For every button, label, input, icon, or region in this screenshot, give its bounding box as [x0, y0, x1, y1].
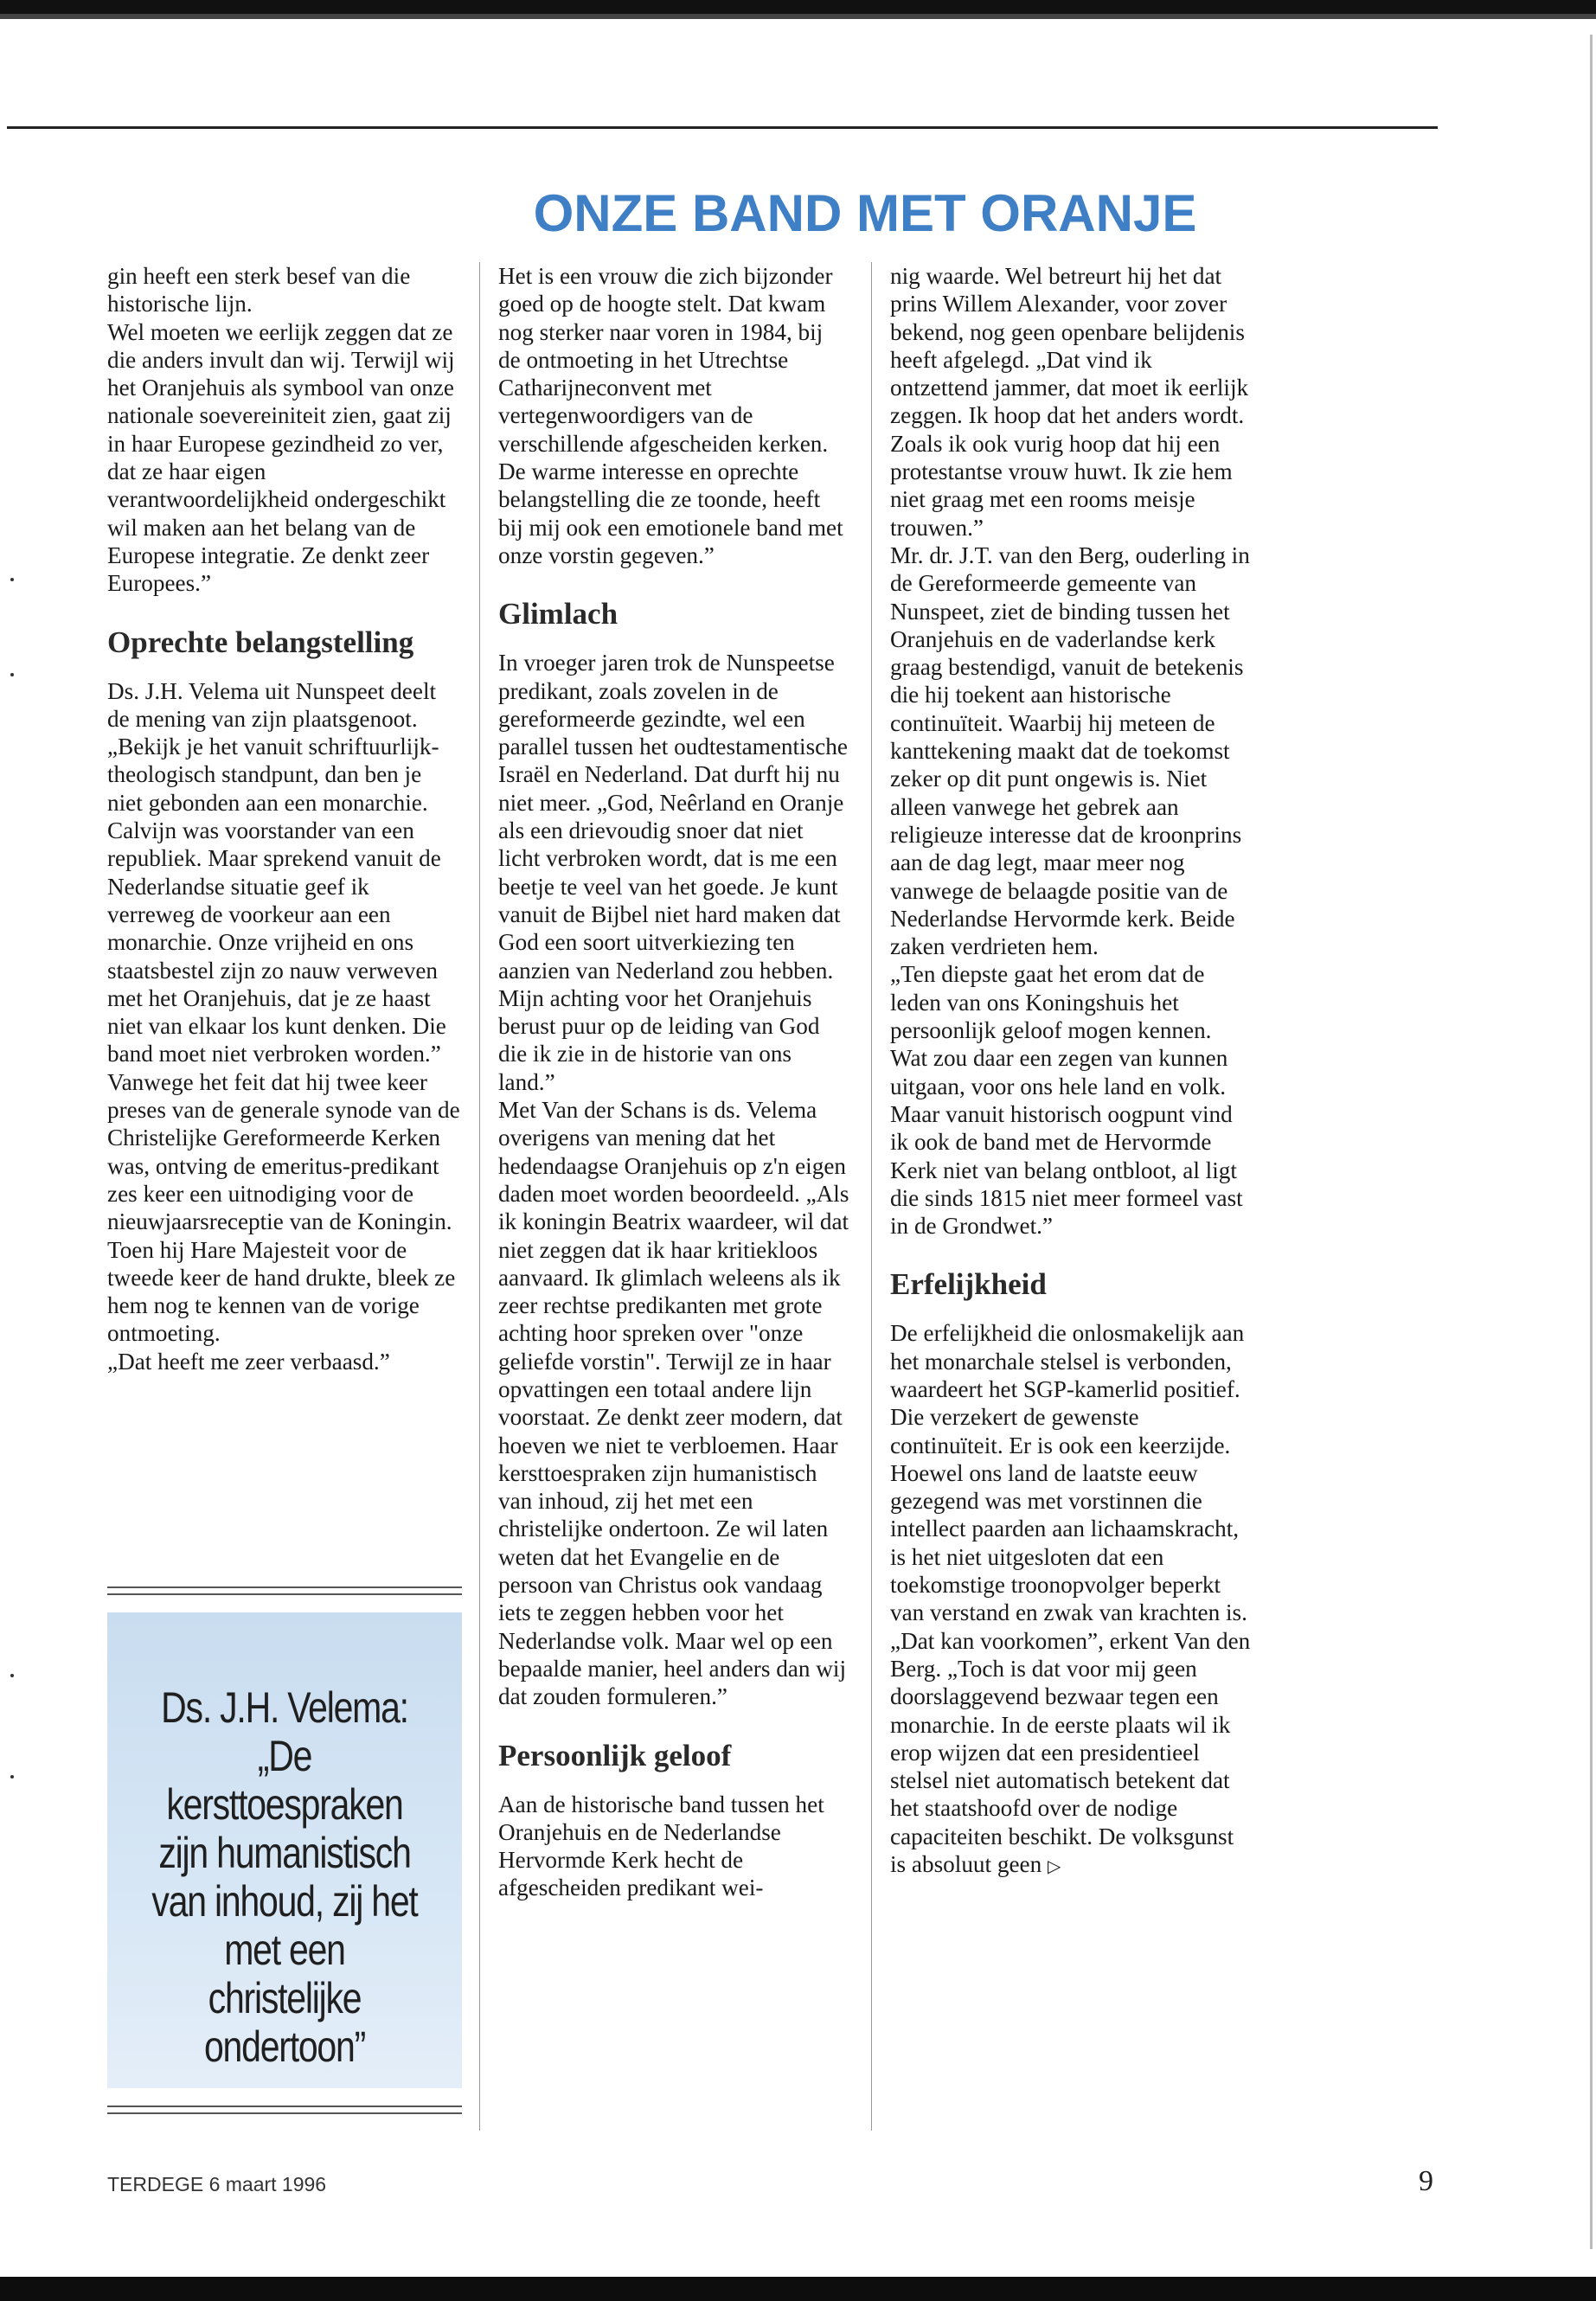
scan-border-bottom — [0, 2277, 1596, 2301]
paragraph: gin heeft een sterk besef van die historische lijn. — [107, 263, 411, 317]
scan-border-top-shadow — [0, 14, 1596, 19]
paragraph: Ds. J.H. Velema uit Nunspeet deelt de mening van zijn plaatsgenoot. „Bekijk je het vanuit schriftuurlijk-theologisch standpunt, dan ben je niet gebonden aan een monarchie. Calvijn was voorstander van een republiek. Maar sprekend vanuit de Nederlandse situatie geef ik verreweg de voorkeur aan een monarchie. Onze vrijheid en ons staatsbestel zijn zo nauw verweven met het Oranjehuis, dat je ze haast niet van elkaar los kunt denken. Die band moet niet verbroken worden.” — [107, 677, 446, 1067]
paragraph: Mr. dr. J.T. van den Berg, ouderling in de Gereformeerde gemeente van Nunspeet, ziet de binding tussen het Oranjehuis en de vaderlandse kerk graag bestendigd, vanuit de betekenis die hij toekent aan historische continuïteit. Waarbij hij meteen de kanttekening maakt dat de toekomst zeker op dit punt ongewis is. Niet alleen vanwege het gebrek aan religieuze interesse dat de kroonprins aan de dag legt, maar meer nog vanwege de belaagde positie van de Nederlandse Hervormde kerk. Beide zaken verdrieten hem. — [890, 542, 1250, 960]
paragraph: „Ten diepste gaat het erom dat de leden van ons Koningshuis het persoonlijk geloof mogen kennen. Wat zou daar een zegen van kunnen uitgaan, voor ons hele land en volk. Maar vanuit historisch oogpunt vind ik ook de band met de Hervormde Kerk niet van belang ontbloot, al ligt die sinds 1815 niet meer formeel vast in de Grondwet.” — [890, 961, 1243, 1240]
subheading-erfelijkheid: Erfelijkheid — [890, 1267, 1047, 1302]
publication-footer: TERDEGE 6 maart 1996 — [107, 2173, 327, 2195]
paragraph: „Dat heeft me zeer verbaasd.” — [107, 1348, 390, 1375]
scan-border-right — [1590, 35, 1593, 2249]
page-number: 9 — [1419, 2165, 1433, 2197]
scan-speck — [10, 578, 14, 581]
paragraph: De erfelijkheid die onlosmakelijk aan het monarchale stelsel is verbonden, waardeert het SGP-kamerlid positief. Die verzekert de gewenste continuïteit. Er is ook een keerzijde. Hoewel ons land de laatste eeuw gezegend was met vorstinnen die intellect paarden aan lichaamskracht, is het niet uitgesloten dat een toekomstige troonopvolger beperkt van verstand en zwak van krachten is. — [890, 1320, 1247, 1626]
header-rule — [7, 126, 1438, 129]
paragraph: Aan de historische band tussen het Oranjehuis en de Nederlandse Hervormde Kerk hecht de afgescheiden predikant wei- — [498, 1791, 824, 1901]
paragraph: In vroeger jaren trok de Nunspeetse predikant, zoals zovelen in de gereformeerde gezindte, wel een parallel tussen het oudtestamentische Israël en Nederland. Dat durft hij nu niet meer. „God, Neêrland en Oranje als een drievoudig snoer dat niet licht verbroken wordt, dat is me een beetje te veel van het goede. Je kunt vanuit de Bijbel niet hard maken dat God een soort uitverkiezing ten aanzien van Nederland zou hebben. Mijn achting voor het Oranjehuis berust puur op de leiding van God die ik zie in de historie van ons land.” — [498, 650, 848, 1095]
subheading-glimlach: Glimlach — [498, 597, 619, 631]
column-divider — [479, 262, 480, 2131]
article-column-2 — [498, 262, 849, 1902]
paragraph: Wel moeten we eerlijk zeggen dat ze die anders invult dan wij. Terwijl wij het Oranjehuis als symbool van onze nationale soevereiniteit zien, gaat zij in haar Europese gezindheid zo ver, dat ze haar eigen verantwoordelijkheid ondergeschikt wil maken aan het belang van de Europese integratie. Ze denkt zeer Europees.” — [107, 318, 455, 597]
scan-speck — [10, 1674, 14, 1677]
paragraph — [890, 1627, 1252, 1881]
quote-rule-bottom — [107, 2106, 462, 2107]
continue-arrow-icon: ▷ — [1047, 1856, 1061, 1877]
paragraph: nig waarde. Wel betreurt hij het dat prins Willem Alexander, voor zover bekend, nog geen openbare belijdenis heeft afgelegd. „Dat vind ik ontzettend jammer, dat moet ik eerlijk zeggen. Ik hoop dat het anders wordt. Zoals ik ook vurig hoop dat hij een protestantse vrouw huwt. Ik zie hem niet graag met een rooms meisje trouwen.” — [890, 263, 1249, 541]
pull-quote-text: Ds. J.H. Velema: „De kersttoespraken zijn humanistisch van inhoud, zij het met een christelijke ondertoon” — [151, 1683, 418, 2071]
article-column-1 — [107, 262, 462, 1375]
quote-rule-top — [107, 1586, 462, 1588]
subheading-oprechte-belangstelling: Oprechte belangstelling — [107, 625, 414, 659]
paragraph: Met Van der Schans is ds. Velema overigens van mening dat het hedendaagse Oranjehuis op z'n eigen daden moet worden beoordeeld. „Als ik koningin Beatrix waardeer, wil dat niet zeggen dat ik haar kritiekloos aanvaard. Ik glimlach weleens als ik zeer rechtse predikanten met grote achting hoor spreken over "onze geliefde vorstin". Terwijl ze in haar opvattingen een totaal andere lijn voorstaat. Ze denkt zeer modern, dat hoeven we niet te verbloemen. Haar kersttoespraken zijn humanistisch van inhoud, zij het met een christelijke ondertoon. Ze wil laten weten dat het Evangelie en de persoon van Christus ook vandaag iets te zeggen hebben voor het Nederlandse volk. Maar wel op een bepaalde manier, heel anders dan wij dat zouden formuleren.” — [498, 1097, 849, 1710]
paragraph: Het is een vrouw die zich bijzonder goed op de hoogte stelt. Dat kwam nog sterker naar voren in 1984, bij de ontmoeting in het Utrechtse Catharijneconvent met vertegenwoordigers van de verschillende afgescheiden kerken. De warme interesse en oprechte belangstelling die ze toonde, heeft bij mij ook een emotionele band met onze vorstin gegeven.” — [498, 263, 843, 568]
scan-speck — [10, 673, 14, 676]
pull-quote — [107, 1586, 462, 2116]
subheading-persoonlijk-geloof: Persoonlijk geloof — [498, 1738, 732, 1772]
quote-rule-bottom — [107, 2112, 462, 2114]
column-divider — [871, 262, 872, 2131]
scan-speck — [10, 1775, 14, 1779]
scan-border-top — [0, 0, 1596, 14]
paragraph-text: „Dat kan voorkomen”, erkent Van den Berg. „Toch is dat voor mij geen doorslaggevend bezwaar tegen een monarchie. In de eerste plaats wil ik erop wijzen dat een presidentieel stelsel niet automatisch betekent dat het staatshoofd over de nodige capaciteiten beschikt. De volksgunst is absoluut geen — [890, 1627, 1251, 1878]
paragraph: Vanwege het feit dat hij twee keer preses van de generale synode van de Christelijke Gereformeerde Kerken was, ontving de emeritus-predikant zes keer een uitnodiging voor de nieuwjaarsreceptie van de Koningin. Toen hij Hare Majesteit voor de tweede keer de hand drukte, bleek ze hem nog te kennen van de vorige ontmoeting. — [107, 1068, 460, 1347]
article-column-3 — [890, 262, 1252, 1880]
section-title: ONZE BAND MET ORANJE — [533, 184, 1197, 242]
quote-rule-top — [107, 1593, 462, 1595]
